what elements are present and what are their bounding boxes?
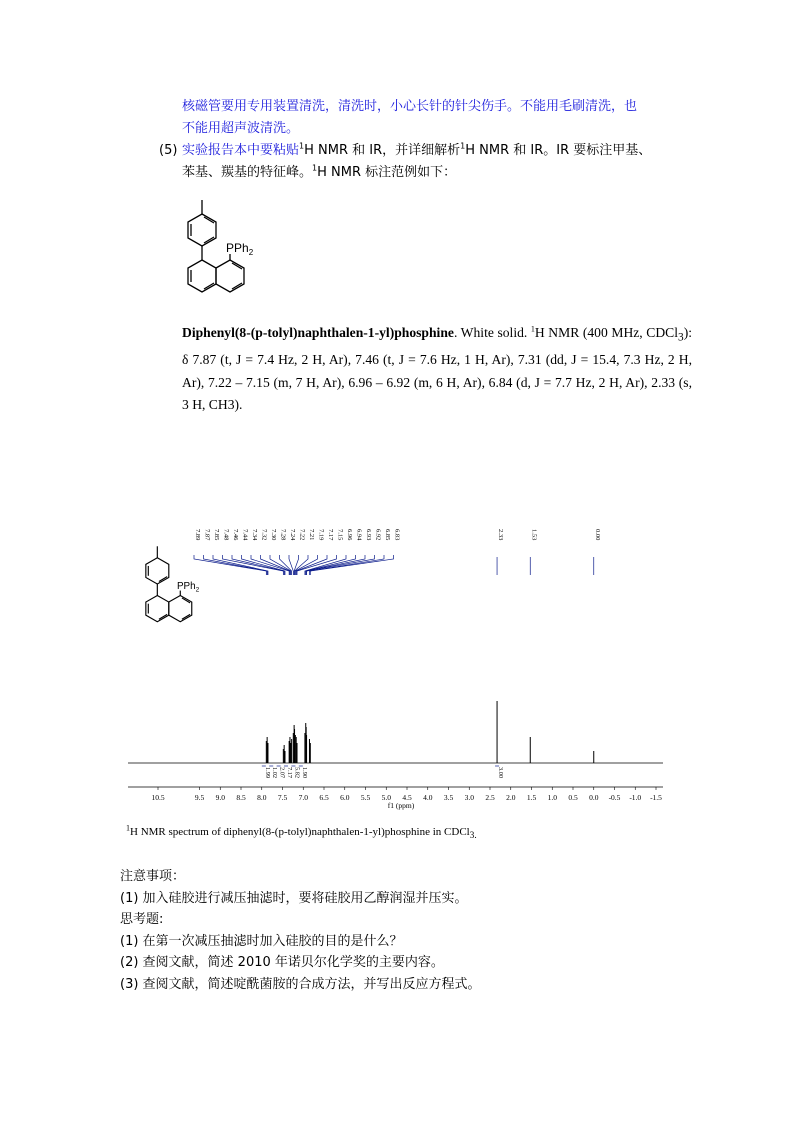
integral-label: 3.00	[497, 767, 505, 779]
peak-label: 7.28	[279, 529, 287, 541]
x-tick-label: 2.0	[506, 793, 516, 802]
cdcl3-sub: 3	[678, 331, 684, 344]
caption-sup: 1	[126, 823, 130, 833]
notes-section	[120, 866, 481, 995]
x-tick-label: 8.0	[257, 793, 267, 802]
molecule-structure	[176, 196, 286, 316]
integral-label: 1.90	[300, 767, 308, 779]
item-5-line2-a: 苯基、羰基的特征峰。	[182, 165, 313, 180]
note-1: (1) 加入硅胶进行减压抽滤时，要将硅胶用乙醇润湿并压实。	[120, 890, 468, 906]
nmr-spectrum	[118, 525, 678, 815]
intro-line-2: 不能用超声波清洗。	[182, 121, 300, 136]
item-5-text-a: 实验报告本中要粘贴	[182, 143, 300, 158]
x-tick-label: 1.0	[547, 793, 557, 802]
peak-label: 7.89	[194, 529, 201, 541]
peak-label: 7.44	[241, 529, 249, 541]
integral-label: 1.02	[271, 767, 279, 779]
peak-leader	[194, 555, 266, 575]
peak-label: 6.83	[393, 529, 401, 541]
peak-label: 6.94	[355, 529, 363, 541]
peak-label: 2.33	[497, 529, 505, 541]
peak-label: 0.00	[593, 529, 601, 541]
peak-label: 7.85	[213, 529, 220, 541]
peak-leader	[242, 555, 285, 575]
x-tick-label: 7.5	[277, 793, 288, 802]
peak-label: 6.96	[346, 529, 353, 541]
peak-label: 7.24	[289, 529, 296, 541]
spectrum-molecule	[146, 546, 200, 621]
integral-label: 7.17	[286, 767, 294, 779]
x-tick-label: 4.5	[402, 793, 412, 802]
integral-label: 5.82	[293, 767, 301, 779]
peak-label: 7.32	[260, 529, 268, 541]
peak-leader	[309, 555, 384, 575]
peak-label: 6.92	[374, 529, 382, 541]
sup-1: 1	[299, 141, 305, 151]
peak-leader	[306, 555, 365, 575]
item-5-number: (5)	[159, 143, 178, 158]
x-tick-label: -1.5	[650, 793, 662, 802]
figure-caption	[126, 823, 477, 841]
intro-paragraph	[182, 96, 682, 140]
item-5-text-c: H NMR 和 IR。IR 要标注甲基、	[465, 143, 652, 158]
item-5-line2-b: H NMR 标注范例如下：	[317, 165, 457, 180]
caption-text: H NMR spectrum of diphenyl(8-(p-tolyl)naphthalen-1-yl)phosphine in CDCl	[130, 826, 470, 838]
spectrum-peaks	[266, 701, 593, 763]
peak-label: 7.21	[308, 529, 315, 541]
sup-1b: 1	[460, 141, 466, 151]
sup-1c: 1	[312, 163, 318, 173]
item-5-text-b: H NMR 和 IR，并详细解析	[304, 143, 461, 158]
spectrum-pph2-label: PPh$_2$	[177, 580, 200, 594]
x-tick-label: 1.5	[526, 793, 537, 802]
x-axis-label: f1 (ppm)	[387, 801, 415, 810]
x-tick-label: 2.5	[485, 793, 495, 802]
x-tick-label: -1.0	[629, 793, 642, 802]
peak-labels	[194, 529, 601, 575]
x-tick-label: 7.0	[298, 793, 308, 802]
peak-leader	[270, 555, 291, 575]
integral-label: 2.07	[278, 767, 286, 779]
x-tick-label: 0.5	[568, 793, 578, 802]
peak-label: 7.22	[298, 529, 306, 541]
x-tick-label: 3.0	[464, 793, 474, 802]
peak-leader	[310, 555, 393, 575]
peak-label: 7.19	[317, 529, 325, 541]
item-5	[159, 140, 689, 184]
peak-label: 7.30	[270, 529, 277, 541]
notes-title: 注意事项：	[120, 869, 186, 884]
x-tick-label: 6.5	[319, 793, 329, 802]
x-tick-label: 4.0	[423, 793, 433, 802]
peak-label: 6.85	[384, 529, 391, 541]
question-2: (2) 查阅文献，简述 2010 年诺贝尔化学奖的主要内容。	[120, 955, 444, 970]
peak-label: 7.17	[327, 529, 334, 541]
peak-label: 1.53	[530, 529, 538, 541]
x-tick-label: 9.0	[215, 793, 225, 802]
question-1: (1) 在第一次减压抽滤时加入硅胶的目的是什么？	[120, 933, 403, 949]
x-tick-label: 5.0	[381, 793, 391, 802]
question-3: (3) 查阅文献，简述啶酰菌胺的合成方法，并写出反应方程式。	[120, 976, 481, 992]
peak-label: 7.34	[251, 529, 258, 541]
compound-description	[182, 322, 692, 417]
intro-line-1: 核磁管要用专用装置清洗，清洗时，小心长针的针尖伤手。不能用毛刷清洗，也	[182, 99, 638, 114]
peak-label: 7.15	[336, 529, 344, 541]
compound-rest: . White solid.	[453, 325, 531, 340]
peak-leader	[213, 555, 268, 575]
peak-label: 7.46	[232, 529, 239, 541]
pph2-label: PPh$_2$	[226, 241, 254, 257]
compound-name: Diphenyl(8-(p-tolyl)naphthalen-1-yl)phosphine	[182, 325, 454, 340]
peak-label: 7.48	[222, 529, 230, 541]
integral-label: 1.99	[263, 767, 271, 779]
x-tick-label: 3.5	[443, 793, 454, 802]
peak-label: 6.93	[365, 529, 372, 541]
x-tick-label: 9.5	[194, 793, 205, 802]
x-tick-label: 5.5	[360, 793, 371, 802]
nmr-data: ): δ 7.87 (t, J = 7.4 Hz, 2 H, Ar), 7.46 (t, J = 7.6 Hz, 1 H, Ar), 7.31 (dd, J = 15.4, 7.3 Hz, 2 H, Ar), 7.22 – 7.15 (m, 7 H, Ar), 6.96 – 6.92 (m, 6 H, Ar), 6.84 (d, J = 7.7 Hz, 2 H, Ar), 2.33 (s, 3 H, CH3).	[182, 325, 692, 413]
x-tick-label: 6.0	[340, 793, 350, 802]
nmr-sup: 1	[530, 324, 535, 334]
integrals	[262, 766, 504, 778]
caption-sub: 3.	[469, 830, 477, 841]
x-tick-label: 8.5	[236, 793, 246, 802]
nmr-text: H NMR (400 MHz, CDCl	[534, 325, 679, 340]
x-tick-label: -0.5	[608, 793, 621, 802]
x-ticks	[151, 787, 662, 802]
questions-title: 思考题:	[120, 912, 164, 927]
peak-label: 7.87	[203, 529, 211, 541]
x-tick-label: 10.5	[151, 793, 165, 802]
x-tick-label: 0.0	[589, 793, 599, 802]
